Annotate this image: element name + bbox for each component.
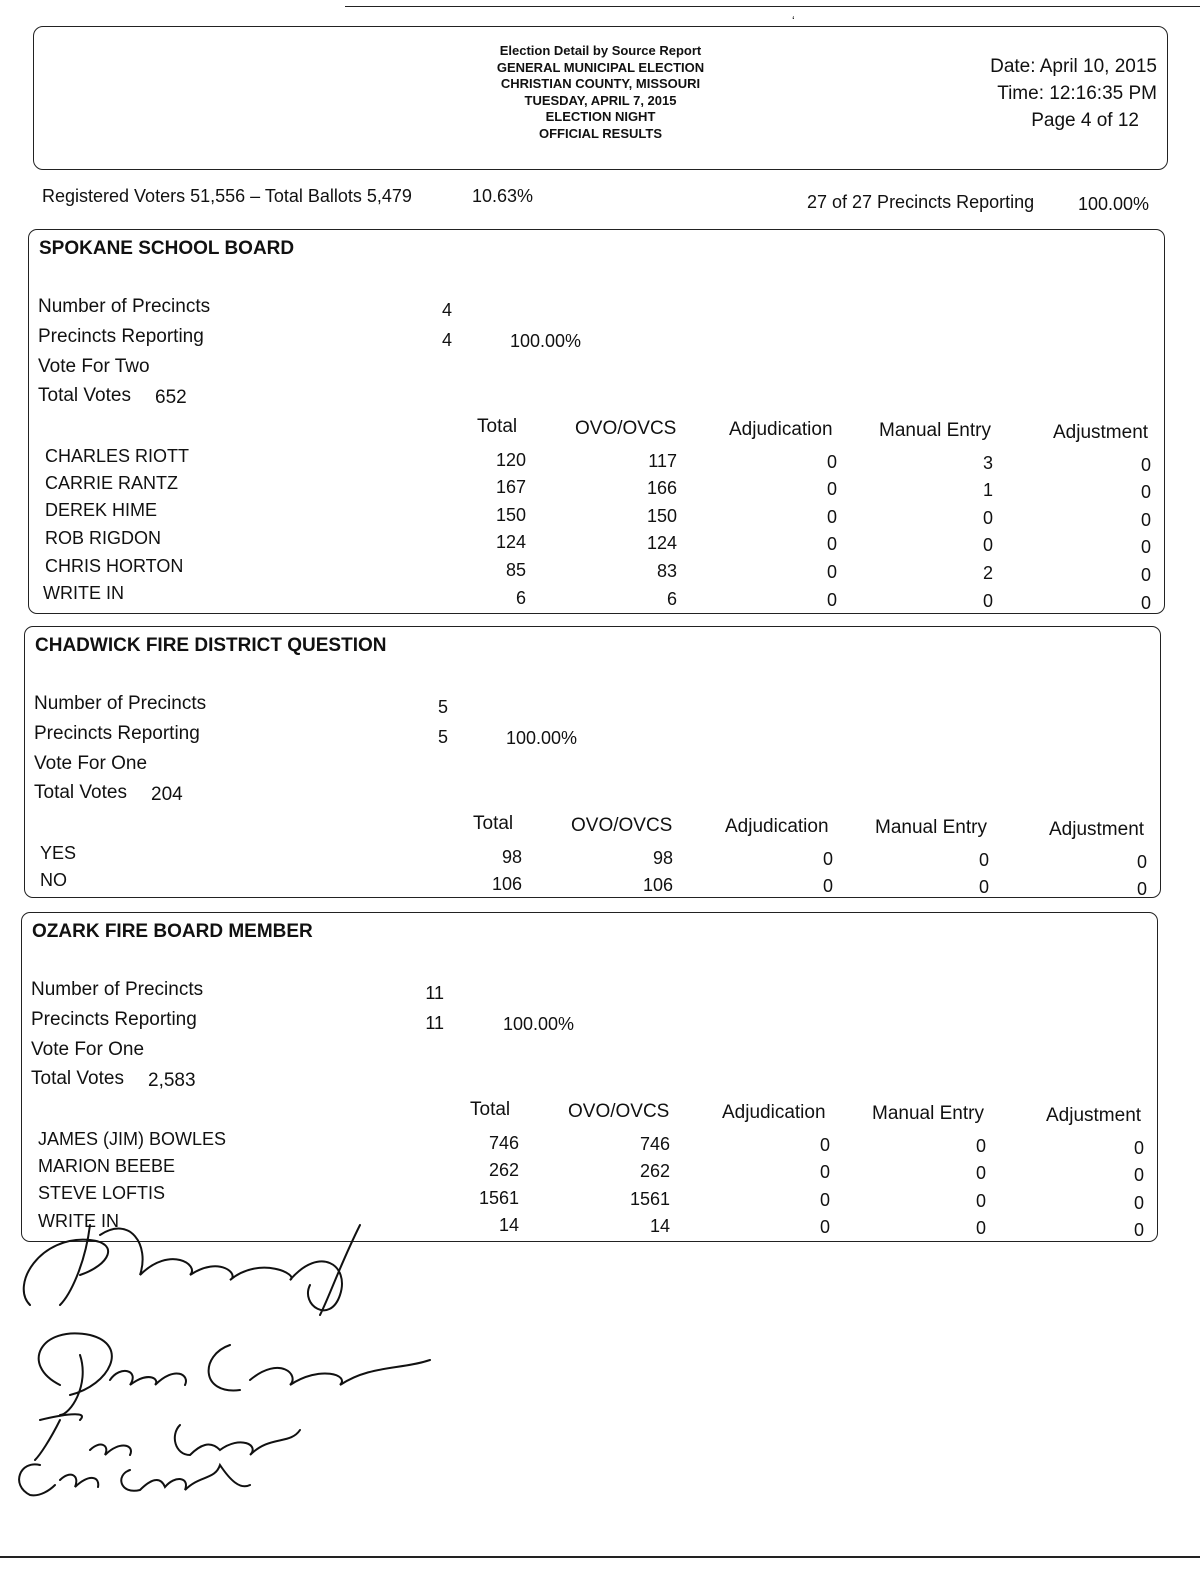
- column-header-ovo-ovcs: OVO/OVCS: [568, 1101, 670, 1122]
- cell-adjustment: 0: [1133, 1138, 1144, 1158]
- results-status: OFFICIAL RESULTS: [538, 125, 663, 141]
- choice-name: YES: [40, 843, 77, 863]
- precincts-reporting-label: Precincts Reporting: [31, 1009, 197, 1030]
- cell-manual-entry: 0: [975, 1163, 986, 1183]
- precincts-reporting-label: Precincts Reporting: [34, 723, 200, 744]
- cell-adjustment: 0: [1140, 482, 1151, 502]
- column-header-adjustment: Adjustment: [1046, 1105, 1142, 1126]
- column-header-ovo-ovcs: OVO/OVCS: [571, 815, 673, 836]
- cell-adjudication: 0: [826, 590, 837, 610]
- cell-adjudication: 0: [826, 507, 837, 527]
- cell-manual-entry: 1: [982, 480, 993, 500]
- precincts-reporting-percent: 100.00%: [502, 1014, 574, 1034]
- cell-adjudication: 0: [822, 849, 833, 869]
- column-header-total: Total: [477, 416, 518, 437]
- contest-title: OZARK FIRE BOARD MEMBER: [32, 921, 313, 942]
- cell-manual-entry: 0: [982, 535, 993, 555]
- cell-ovo-ovcs: 746: [639, 1134, 670, 1154]
- cell-ovo-ovcs: 150: [646, 506, 677, 526]
- cell-adjudication: 0: [819, 1135, 830, 1155]
- cell-total: 1561: [478, 1188, 519, 1208]
- cell-total: 14: [498, 1215, 519, 1235]
- cell-ovo-ovcs: 1561: [629, 1189, 670, 1209]
- stray-mark: ʻ: [792, 14, 795, 28]
- column-header-adjudication: Adjudication: [725, 816, 829, 837]
- cell-manual-entry: 0: [982, 591, 993, 611]
- candidate-name: CHARLES RIOTT: [45, 446, 190, 466]
- total-votes-value: 204: [151, 784, 183, 805]
- cell-adjustment: 0: [1136, 852, 1147, 872]
- column-header-manual-entry: Manual Entry: [872, 1103, 984, 1124]
- cell-manual-entry: 0: [975, 1191, 986, 1211]
- cell-total: 167: [495, 477, 526, 497]
- cell-ovo-ovcs: 106: [642, 875, 673, 895]
- turnout-percent: 10.63%: [472, 186, 534, 206]
- cell-adjustment: 0: [1140, 455, 1151, 475]
- precincts-reporting-percent: 100.00%: [509, 331, 581, 351]
- contest-spokane-school-board: [28, 229, 1165, 614]
- cell-adjustment: 0: [1140, 565, 1151, 585]
- report-date: Date: April 10, 2015: [990, 56, 1157, 77]
- vote-for-label: Vote For One: [34, 753, 148, 774]
- precincts-reporting-percent: 100.00%: [505, 728, 577, 748]
- candidate-name: ROB RIGDON: [45, 528, 162, 548]
- total-votes-label: Total Votes: [38, 385, 131, 406]
- column-header-total: Total: [470, 1099, 511, 1120]
- precincts-reporting-percent: 100.00%: [1078, 194, 1150, 214]
- cell-manual-entry: 2: [982, 563, 993, 583]
- cell-manual-entry: 0: [975, 1136, 986, 1156]
- contest-title: SPOKANE SCHOOL BOARD: [39, 238, 295, 259]
- candidate-name: CHRIS HORTON: [45, 556, 184, 576]
- cell-adjustment: 0: [1140, 537, 1151, 557]
- bottom-rule: [0, 1556, 1200, 1558]
- precincts-reporting-summary: 27 of 27 Precincts Reporting: [807, 192, 1035, 212]
- cell-ovo-ovcs: 117: [648, 451, 677, 471]
- cell-adjustment: 0: [1133, 1220, 1144, 1240]
- election-name: GENERAL MUNICIPAL ELECTION: [496, 59, 705, 75]
- cell-ovo-ovcs: 98: [652, 848, 673, 868]
- cell-total: 98: [501, 847, 522, 867]
- page-number: Page 4 of 12: [1031, 110, 1139, 131]
- cell-adjustment: 0: [1133, 1165, 1144, 1185]
- handwritten-signatures: [0, 1205, 460, 1505]
- cell-adjustment: 0: [1136, 879, 1147, 899]
- candidate-name: WRITE IN: [43, 583, 124, 603]
- cell-adjudication: 0: [826, 534, 837, 554]
- column-header-manual-entry: Manual Entry: [875, 817, 987, 838]
- number-of-precincts-value: 4: [441, 300, 452, 320]
- contest-title: CHADWICK FIRE DISTRICT QUESTION: [35, 635, 387, 656]
- report-phase: ELECTION NIGHT: [545, 109, 656, 124]
- cell-total: 120: [495, 450, 526, 470]
- precincts-reporting-label: Precincts Reporting: [38, 326, 204, 347]
- candidate-name: STEVE LOFTIS: [38, 1183, 166, 1203]
- cell-adjudication: 0: [819, 1217, 830, 1237]
- county-name: CHRISTIAN COUNTY, MISSOURI: [500, 76, 701, 91]
- cell-ovo-ovcs: 124: [646, 533, 677, 553]
- cell-total: 262: [488, 1160, 519, 1180]
- number-of-precincts-label: Number of Precincts: [38, 296, 211, 317]
- total-votes-value: 2,583: [148, 1070, 196, 1091]
- election-date: TUESDAY, APRIL 7, 2015: [524, 92, 677, 108]
- candidate-name: MARION BEEBE: [38, 1156, 176, 1176]
- choice-name: NO: [40, 870, 67, 890]
- column-header-ovo-ovcs: OVO/OVCS: [575, 418, 677, 439]
- cell-ovo-ovcs: 166: [646, 478, 677, 498]
- column-header-adjudication: Adjudication: [729, 419, 833, 440]
- cell-total: 106: [491, 874, 522, 894]
- report-meta: [990, 53, 1157, 134]
- column-header-adjudication: Adjudication: [722, 1102, 826, 1123]
- cell-adjudication: 0: [826, 479, 837, 499]
- cell-manual-entry: 3: [982, 453, 993, 473]
- registered-voters: Registered Voters 51,556 – Total Ballots 5,479: [42, 186, 412, 206]
- cell-ovo-ovcs: 14: [649, 1216, 670, 1236]
- cell-total: 124: [495, 532, 526, 552]
- contest-chadwick-fire-district-question: [24, 626, 1161, 898]
- number-of-precincts-label: Number of Precincts: [34, 693, 207, 714]
- cell-ovo-ovcs: 83: [656, 561, 677, 581]
- contest-ozark-fire-board-member: [21, 912, 1158, 1242]
- precincts-reporting-value: 11: [425, 1013, 444, 1033]
- cell-manual-entry: 0: [982, 508, 993, 528]
- cell-manual-entry: 0: [975, 1218, 986, 1238]
- number-of-precincts-value: 5: [437, 697, 448, 717]
- precincts-reporting-value: 5: [437, 727, 448, 747]
- cell-adjudication: 0: [826, 562, 837, 582]
- column-header-adjustment: Adjustment: [1049, 819, 1145, 840]
- column-header-manual-entry: Manual Entry: [879, 420, 991, 441]
- cell-adjustment: 0: [1140, 593, 1151, 613]
- vote-for-label: Vote For One: [31, 1039, 145, 1060]
- candidate-name: JAMES (JIM) BOWLES: [38, 1129, 227, 1149]
- cell-adjudication: 0: [819, 1190, 830, 1210]
- total-votes-label: Total Votes: [31, 1068, 124, 1089]
- cell-adjustment: 0: [1133, 1193, 1144, 1213]
- candidate-name: CARRIE RANTZ: [45, 473, 179, 493]
- candidate-name: WRITE IN: [38, 1211, 119, 1231]
- report-time: Time: 12:16:35 PM: [997, 83, 1157, 104]
- vote-for-label: Vote For Two: [38, 356, 150, 377]
- precincts-reporting-value: 4: [441, 330, 452, 350]
- candidate-name: DEREK HIME: [45, 500, 158, 520]
- column-header-adjustment: Adjustment: [1053, 422, 1149, 443]
- number-of-precincts-value: 11: [425, 983, 444, 1003]
- total-votes-label: Total Votes: [34, 782, 127, 803]
- column-header-total: Total: [473, 813, 514, 834]
- top-rule: [345, 6, 1200, 7]
- cell-adjudication: 0: [819, 1162, 830, 1182]
- cell-total: 746: [488, 1133, 519, 1153]
- cell-adjudication: 0: [822, 876, 833, 896]
- cell-ovo-ovcs: 262: [639, 1161, 670, 1181]
- cell-total: 150: [495, 505, 526, 525]
- cell-total: 6: [515, 588, 526, 608]
- report-header: [33, 26, 1168, 170]
- cell-ovo-ovcs: 6: [666, 589, 677, 609]
- cell-total: 85: [505, 560, 526, 580]
- report-title: Election Detail by Source Report: [499, 43, 702, 58]
- number-of-precincts-label: Number of Precincts: [31, 979, 204, 1000]
- cell-manual-entry: 0: [978, 877, 989, 897]
- cell-adjudication: 0: [826, 452, 837, 472]
- cell-manual-entry: 0: [978, 850, 989, 870]
- cell-adjustment: 0: [1140, 510, 1151, 530]
- total-votes-value: 652: [155, 387, 187, 408]
